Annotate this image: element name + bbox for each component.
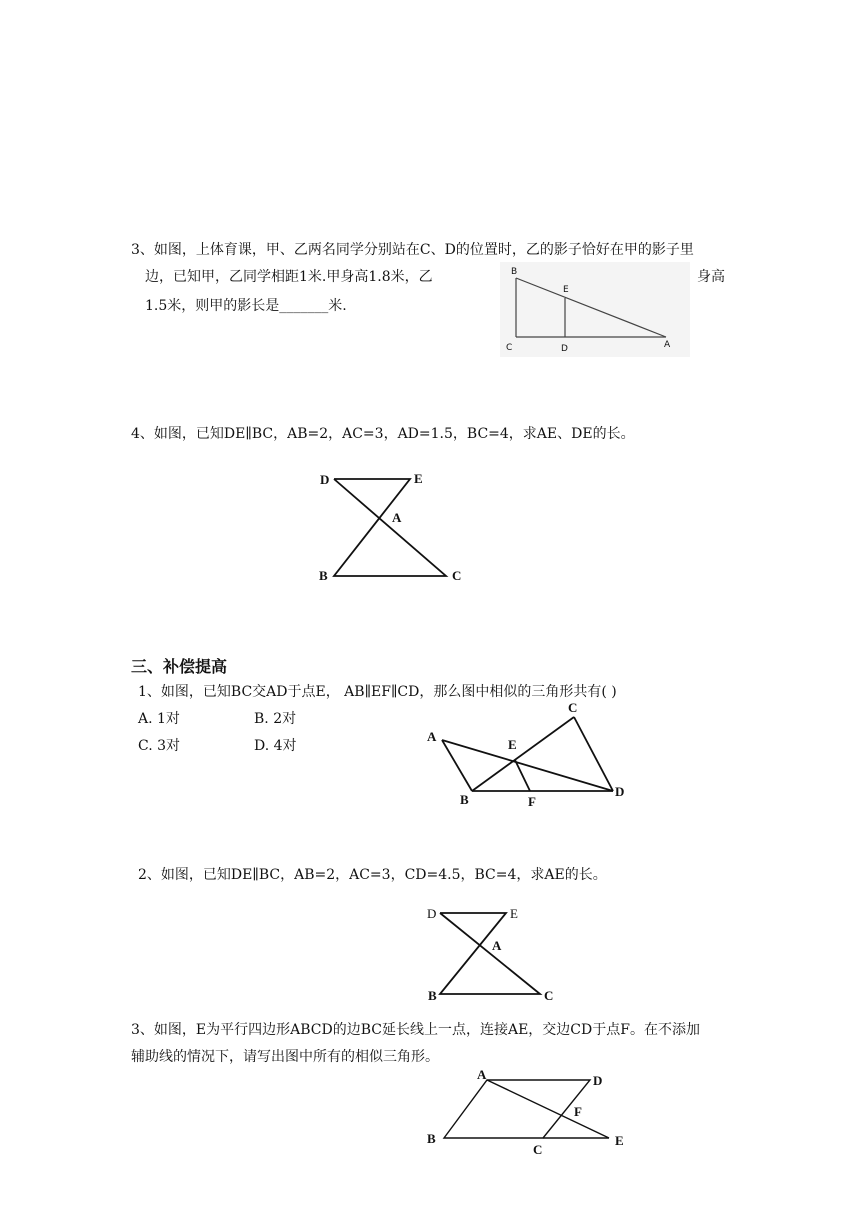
b3-line2: 辅助线的情况下，请写出图中所有的相似三角形。 [131, 1049, 439, 1065]
label-E: E [615, 1133, 624, 1148]
b1-option-c: C. 3对 [138, 738, 181, 754]
b1-text: 1、如图，已知BC交AD于点E， AB∥EF∥CD，那么图中相似的三角形共有( ) [138, 684, 617, 700]
q3-line2-start: 边，已知甲，乙同学相距1米.甲身高1.8米，乙 [145, 269, 433, 285]
label-C: C [568, 700, 578, 715]
label-F: F [528, 794, 536, 809]
label-F: F [574, 1104, 582, 1119]
b1-option-d: D. 4对 [254, 738, 297, 754]
b1-option-b: B. 2对 [254, 711, 297, 727]
label-C: C [452, 568, 462, 583]
label-A: A [664, 340, 671, 350]
label-E: E [414, 471, 423, 486]
label-B: B [428, 988, 437, 1003]
label-A: A [477, 1067, 487, 1082]
label-E: E [510, 906, 518, 921]
q4-hourglass-figure [310, 465, 470, 585]
label-B: B [511, 267, 518, 277]
label-B: B [427, 1131, 436, 1146]
label-B: B [319, 568, 328, 583]
b2-text: 2、如图，已知DE∥BC，AB=2，AC=3，CD=4.5，BC=4，求AE的长。 [138, 867, 607, 883]
label-A: A [427, 729, 437, 744]
q3-line1: 3、如图，上体育课，甲、乙两名同学分别站在C、D的位置时，乙的影子恰好在甲的影子里 [131, 242, 694, 258]
q3-shadow-figure [500, 262, 690, 357]
b1-parallel-lines-figure [420, 700, 640, 815]
label-D: D [561, 344, 568, 354]
label-A: A [492, 938, 502, 953]
label-D: D [593, 1073, 603, 1088]
b1-option-a: A. 1对 [138, 711, 180, 727]
q3-line3: 1.5米，则甲的影长是_______米. [145, 298, 347, 314]
label-C: C [533, 1142, 543, 1157]
label-D: D [427, 906, 437, 921]
label-D: D [320, 472, 330, 487]
b3-line1: 3、如图，E为平行四边形ABCD的边BC延长线上一点，连接AE，交边CD于点F。在不添加 [131, 1022, 700, 1038]
q4-text: 4、如图，已知DE∥BC，AB=2，AC=3，AD=1.5，BC=4，求AE、DE的长。 [131, 426, 635, 442]
label-C: C [506, 343, 513, 353]
label-D: D [615, 784, 625, 799]
b2-hourglass-figure [420, 900, 570, 1010]
label-A: A [392, 510, 402, 525]
label-C: C [544, 988, 554, 1003]
b3-parallelogram-figure [420, 1066, 640, 1161]
label-E: E [508, 737, 517, 752]
section-title: 三、补偿提高 [131, 657, 228, 676]
q3-line2-end: 身高 [697, 269, 725, 285]
label-B: B [460, 792, 469, 807]
label-E: E [563, 285, 569, 295]
